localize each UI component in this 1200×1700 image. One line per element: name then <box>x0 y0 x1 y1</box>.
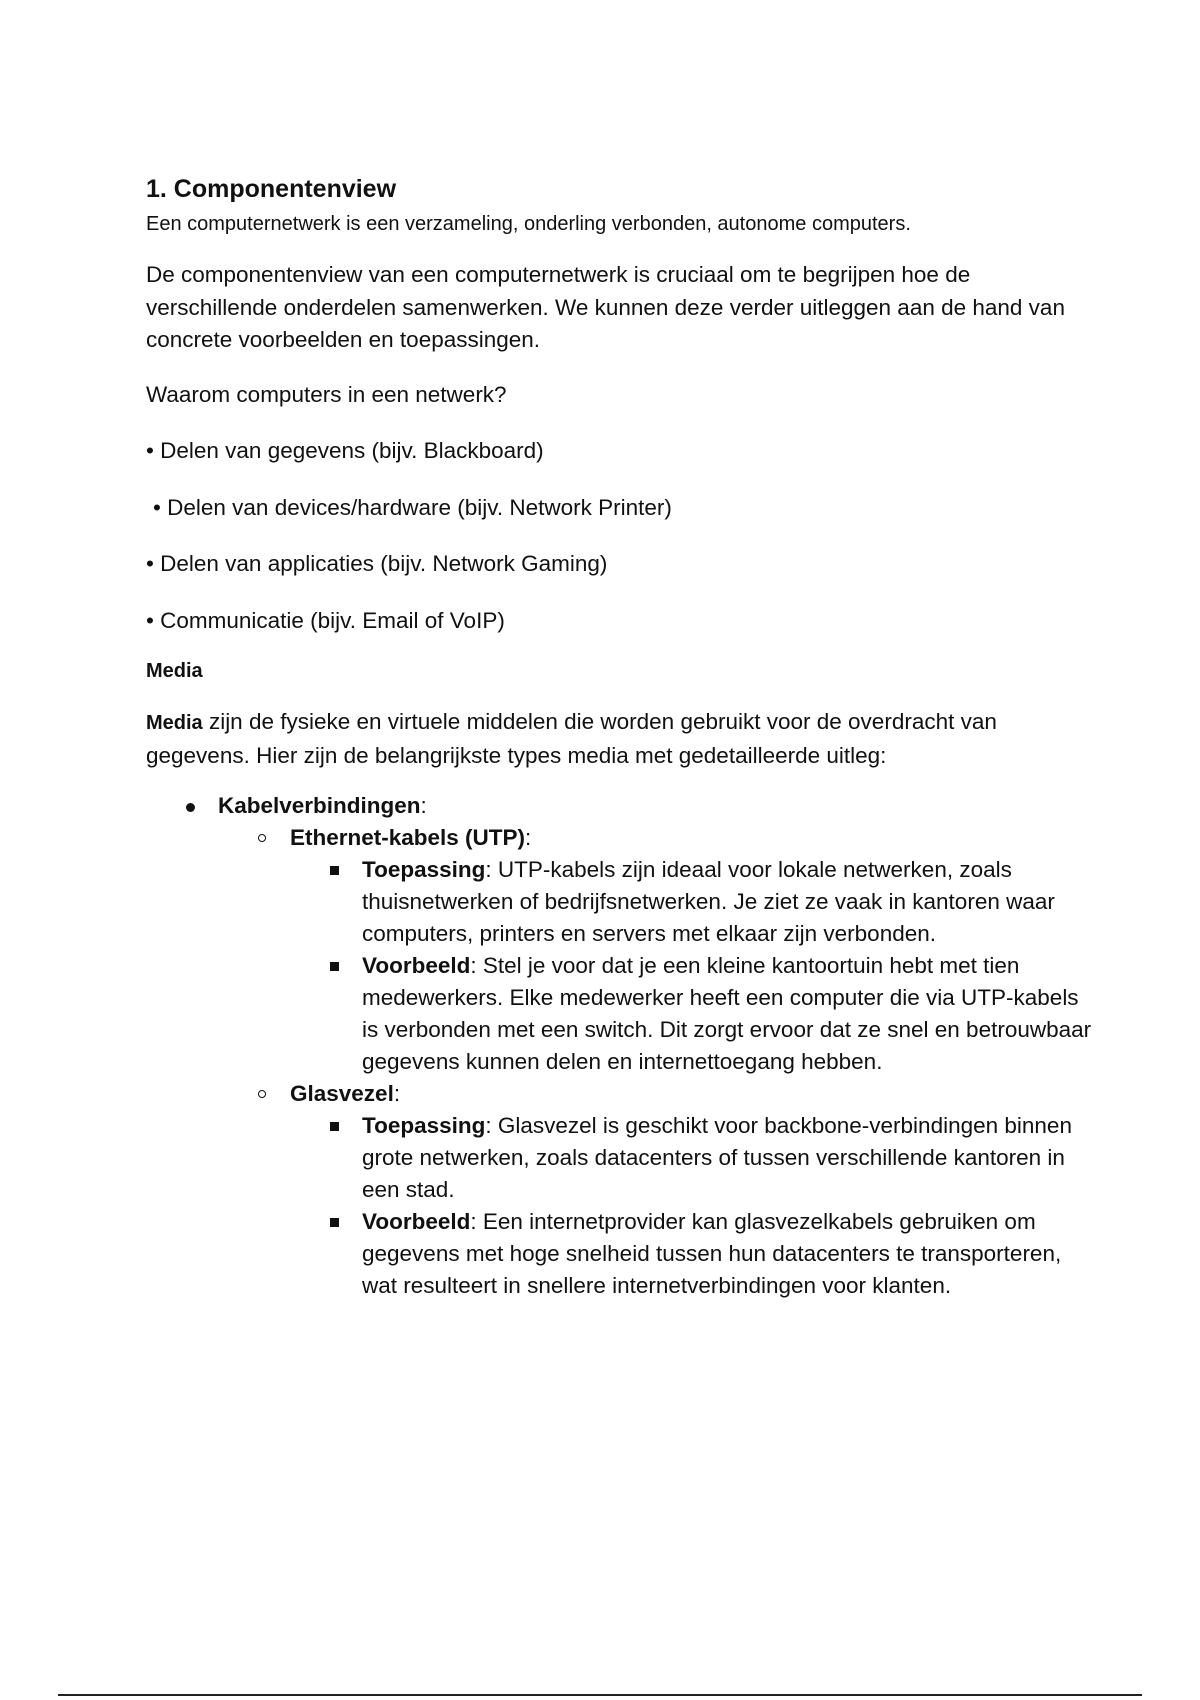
ethernet-details-list <box>290 854 1096 1078</box>
reason-item: • Delen van applicaties (bijv. Network Gaming) <box>146 551 608 576</box>
detail-label: Voorbeeld <box>362 1209 471 1234</box>
media-intro <box>146 706 1096 772</box>
detail-label: Toepassing <box>362 1113 486 1138</box>
glasvezel-details-list <box>290 1110 1096 1302</box>
reason-item: • Communicatie (bijv. Email of VoIP) <box>146 607 505 633</box>
list-item-glasvezel <box>218 1078 1096 1302</box>
list-item-detail <box>290 1110 1096 1206</box>
square-bullet-icon <box>330 866 339 875</box>
section-title: 1. Componentenview <box>146 175 397 203</box>
hollow-bullet-icon <box>258 1090 266 1098</box>
componentenview-paragraph: De componentenview van een computernetwerk is cruciaal om te begrijpen hoe de verschillende onderdelen samenwerken. We kunnen deze verder uitleggen aan de hand van concrete voorbeelden en toepassingen. <box>146 262 1065 352</box>
reason-item: • Delen van devices/hardware (bijv. Network Printer) <box>153 494 672 520</box>
detail-label: Voorbeeld <box>362 953 471 978</box>
square-bullet-icon <box>330 1218 339 1227</box>
item-colon: : <box>420 793 427 818</box>
detail-text: : UTP-kabels zijn ideaal voor lokale netwerken, zoals thuisnetwerken of bedrijfsnetwerken. Je ziet ze vaak in kantoren waar computers, printers en servers met elkaar zijn verbonden. <box>362 857 1055 946</box>
media-heading: Media <box>146 660 203 682</box>
hollow-bullet-icon <box>258 834 266 842</box>
filled-bullet-icon <box>186 803 195 812</box>
media-list <box>146 790 1096 1302</box>
network-definition: Een computernetwerk is een verzameling, onderling verbonden, autonome computers. <box>146 213 911 235</box>
item-label: Kabelverbindingen <box>218 793 421 818</box>
item-colon: : <box>525 825 532 850</box>
detail-text: : Stel je voor dat je een kleine kantoortuin hebt met tien medewerkers. Elke medewerker heeft een computer die via UTP-kabels is verbonden met een switch. Dit zorgt ervoor dat ze snel en betrouwbaar gegevens kunnen delen en internettoegang hebben. <box>362 953 1092 1074</box>
media-intro-bold: Media <box>146 712 203 734</box>
detail-text: : Glasvezel is geschikt voor backbone-verbindingen binnen grote netwerken, zoals datacenters of tussen verschillende kantoren in een stad. <box>362 1113 1072 1202</box>
square-bullet-icon <box>330 1122 339 1131</box>
list-item-detail <box>290 1206 1096 1302</box>
document-content <box>146 172 1096 1302</box>
item-colon: : <box>393 1081 401 1106</box>
square-bullet-icon <box>330 962 339 971</box>
why-question: Waarom computers in een netwerk? <box>146 381 507 407</box>
cable-types-list <box>218 822 1096 1302</box>
item-label: Glasvezel <box>290 1081 394 1106</box>
list-item-ethernet <box>218 822 1096 1078</box>
footer-divider <box>58 1694 1142 1696</box>
detail-label: Toepassing <box>362 857 486 882</box>
list-item-detail <box>290 950 1096 1078</box>
reason-item: • Delen van gegevens (bijv. Blackboard) <box>146 438 544 463</box>
list-item-kabelverbindingen <box>146 790 1096 1302</box>
media-intro-text: zijn de fysieke en virtuele middelen die worden gebruikt voor de overdracht van gegevens. Hier zijn de belangrijkste types media met gedetailleerde uitleg: <box>146 709 997 768</box>
item-label: Ethernet-kabels (UTP) <box>290 825 526 850</box>
detail-text: : Een internetprovider kan glasvezelkabels gebruiken om gegevens met hoge snelheid tussen hun datacenters te transporteren, wat resulteert in snellere internetverbindingen voor klanten. <box>362 1209 1062 1298</box>
list-item-detail <box>290 854 1096 950</box>
